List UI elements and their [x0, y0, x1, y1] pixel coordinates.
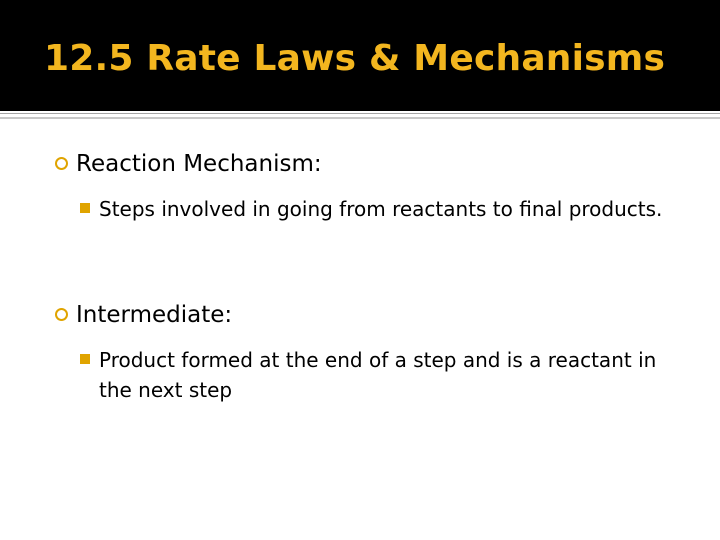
sub-bullet-text: Product formed at the end of a step and is a reactant in the next step [99, 348, 657, 402]
filled-square-icon [80, 203, 90, 213]
bullet-intermediate [55, 302, 232, 328]
bullet-label: Reaction Mechanism: [76, 151, 322, 177]
bullet-reaction-mechanism [55, 151, 322, 177]
hollow-circle-icon [55, 308, 68, 321]
bullet-label: Intermediate: [76, 302, 233, 328]
sub-bullet-text: Steps involved in going from reactants to final products. [99, 197, 663, 221]
filled-square-icon [80, 354, 90, 364]
sub-bullet-reaction-mechanism [80, 194, 680, 224]
slide-title: 12.5 Rate Laws & Mechanisms [44, 38, 666, 79]
sub-bullet-intermediate [80, 345, 680, 405]
hollow-circle-icon [55, 157, 68, 170]
